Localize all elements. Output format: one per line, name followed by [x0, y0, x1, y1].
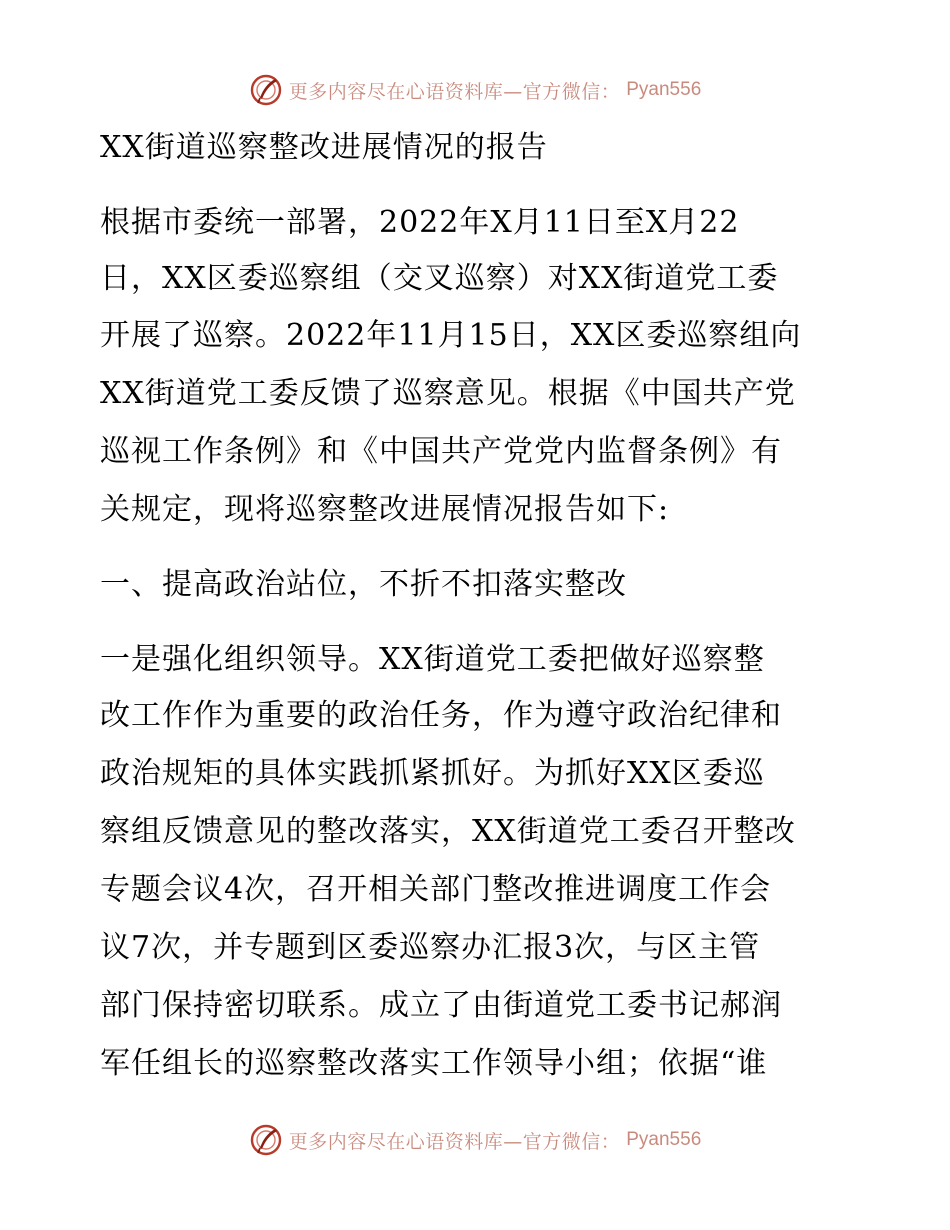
feather-pen-logo-icon — [249, 1123, 283, 1157]
footer-watermark-group — [249, 1123, 702, 1157]
paragraph-1-line-3: 开展了巡察。2022年11月15日，XX区委巡察组向 — [100, 318, 802, 353]
paragraph-1-line-4: XX街道党工委反馈了巡察意见。根据《中国共产党 — [100, 376, 796, 411]
header-watermark-group — [249, 73, 702, 107]
paragraph-1-line-1: 根据市委统一部署，2022年X月11日至X月22 — [100, 205, 740, 240]
footer-watermark-banner — [0, 1118, 950, 1162]
paragraph-1-line-2: 日，XX区委巡察组（交叉巡察）对XX街道党工委 — [100, 261, 779, 296]
header-wechat-id: Pyan556 — [626, 79, 702, 100]
document-title: XX街道巡察整改进展情况的报告 — [100, 130, 548, 165]
paragraph-2-line-8: 军任组长的巡察整改落实工作领导小组；依据“谁 — [100, 1046, 768, 1081]
footer-wechat-id: Pyan556 — [626, 1129, 702, 1150]
feather-pen-logo-icon — [249, 73, 283, 107]
paragraph-2-line-3: 政治规矩的具体实践抓紧抓好。为抓好XX区委巡 — [100, 756, 765, 791]
paragraph-2-line-4: 察组反馈意见的整改落实，XX街道党工委召开整改 — [100, 814, 796, 849]
paragraph-2-line-7: 部门保持密切联系。成立了由街道党工委书记郝润 — [100, 988, 782, 1023]
header-watermark-text: 更多内容尽在心语资料库—官方微信： — [288, 80, 621, 103]
paragraph-1-line-6: 关规定，现将巡察整改进展情况报告如下: — [100, 492, 670, 527]
section-1-heading: 一、提高政治站位，不折不扣落实整改 — [100, 567, 627, 602]
paragraph-2-line-6: 议7次，并专题到区委巡察办汇报3次，与区主管 — [100, 930, 761, 965]
paragraph-1-line-5: 巡视工作条例》和《中国共产党党内监督条例》有 — [100, 434, 782, 469]
footer-watermark-text: 更多内容尽在心语资料库—官方微信： — [288, 1130, 621, 1153]
paragraph-2-line-2: 改工作作为重要的政治任务，作为遵守政治纪律和 — [100, 698, 782, 733]
paragraph-2-line-1: 一是强化组织领导。XX街道党工委把做好巡察整 — [100, 642, 765, 677]
header-watermark-banner — [0, 68, 950, 112]
paragraph-2-line-5: 专题会议4次，召开相关部门整改推进调度工作会 — [100, 872, 772, 907]
